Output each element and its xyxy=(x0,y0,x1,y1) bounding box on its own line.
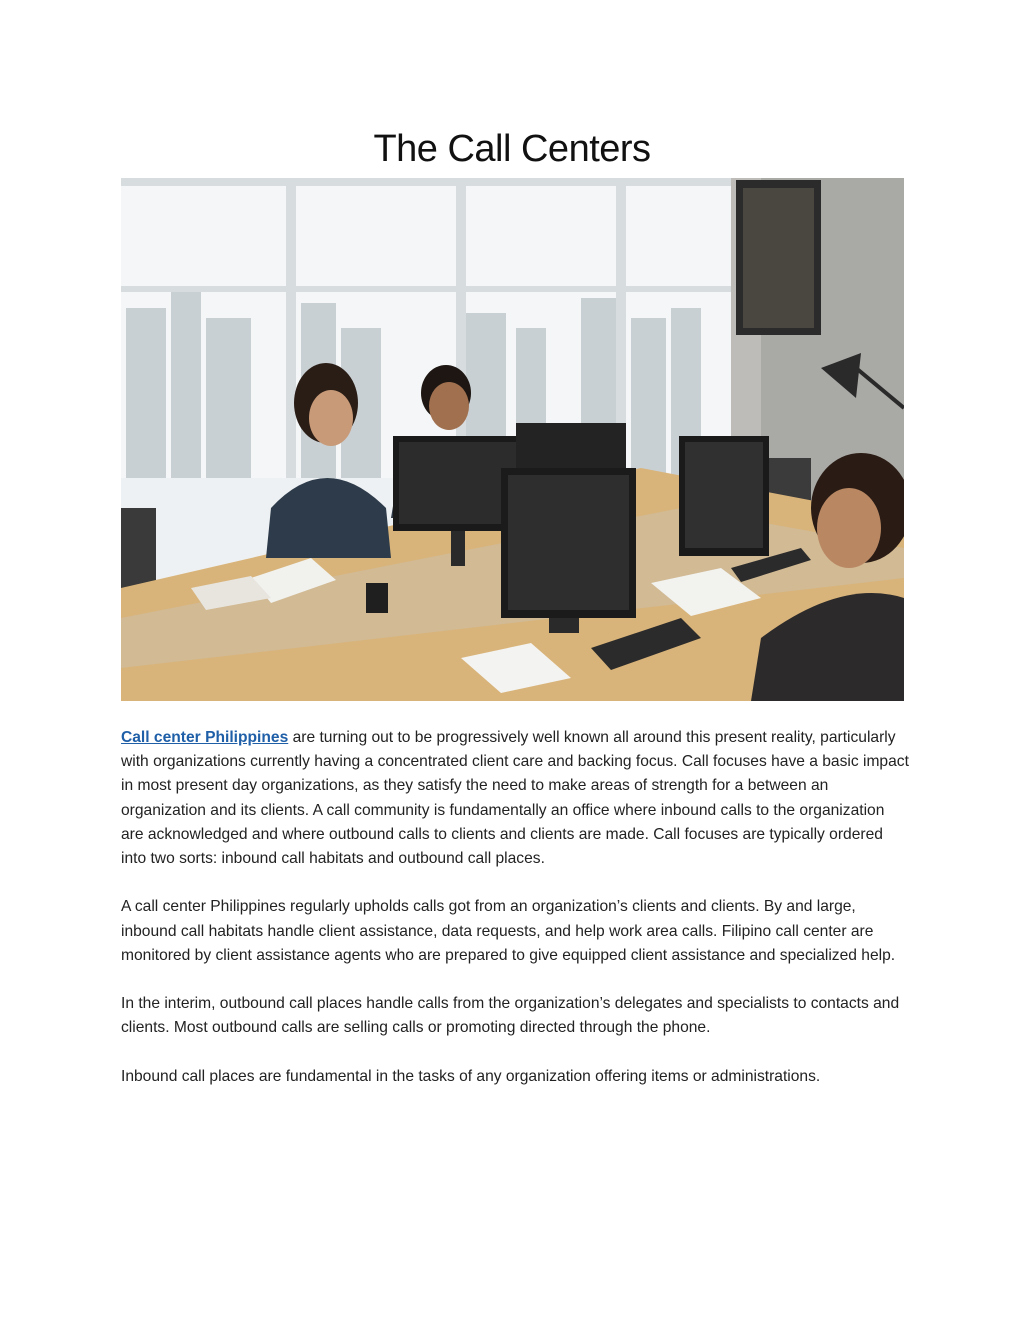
call-center-philippines-link[interactable]: Call center Philippines xyxy=(121,729,289,746)
page-title: The Call Centers xyxy=(373,128,651,170)
call-center-office-photo xyxy=(121,178,904,701)
paragraph-4: Inbound call places are fundamental in the tasks of any organization offering items or administrations. xyxy=(121,1067,821,1085)
paragraph-2: A call center Philippines regularly upholds calls got from an organization’s clients and clients. By and large, inbound call habitats handle client assistance, data requests, and help work area calls. Filipino call center are monitored by client assistance agents who are prepared to give equipped client assistance and specialized help. xyxy=(121,898,896,964)
paragraph-3: In the interim, outbound call places handle calls from the organization’s delegates and specialists to contacts and clients. Most outbound calls are selling calls or promoting directed through the phone. xyxy=(121,995,900,1037)
paragraph-1-text: are turning out to be progressively well known all around this present reality, particularly with organizations currently having a concentrated client care and backing focus. Call focuses have a basic impact in most present day organizations, as they satisfy the need to make areas of strength for a between an organization and its clients. A call community is fundamentally an office where inbound calls to the organization are acknowledged and where outbound calls to clients and clients are made. Call focuses are typically ordered into two sorts: inbound call habitats and outbound call places. xyxy=(121,729,909,868)
article-body xyxy=(121,726,911,1113)
paragraph-1 xyxy=(121,726,911,871)
